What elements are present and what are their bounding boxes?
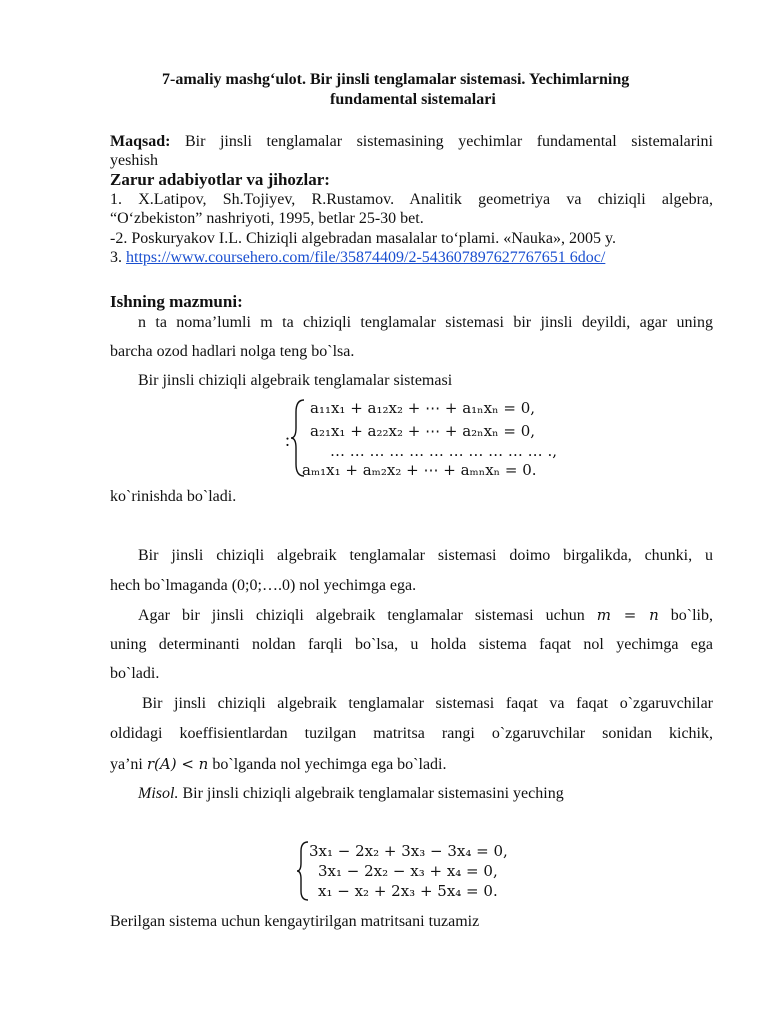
paragraph-4-line1: Agar bir jinsli chiziqli algebraik tenglamalar sistemasi uchun m = n bo`lib, bbox=[138, 606, 713, 624]
final-line: Berilgan sistema uchun kengaytirilgan matritsani tuzamiz bbox=[110, 913, 480, 930]
paragraph-5-line3: ya’ni r(A) < n bo`lganda nol yechimga ega bo`ladi. bbox=[110, 755, 447, 773]
system-side-mark: : bbox=[285, 430, 291, 450]
system2-brace bbox=[296, 840, 310, 902]
reference-1-line2: “O‘zbekiston” nashriyoti, 1995, betlar 25-30 bet. bbox=[110, 210, 424, 227]
paragraph-4-line2: uning determinanti noldan farqli bo`lsa, u holda sistema faqat nol yechimga ega bbox=[110, 636, 713, 653]
system2-row-3: x₁ − x₂ + 2x₃ + 5x₄ = 0. bbox=[318, 882, 498, 900]
paragraph-5-line1: Bir jinsli chiziqli algebraik tenglamalar sistemasi faqat va faqat o`zgaruvchilar bbox=[142, 695, 713, 712]
goal-line1: Maqsad: Bir jinsli tenglamalar sistemasining yechimlar fundamental sistemalarini bbox=[110, 133, 713, 150]
page-title-line1: 7-amaliy mashg‘ulot. Bir jinsli tenglamalar sistemasi. Yechimlarning bbox=[162, 71, 630, 88]
system1-row-4: aₘ₁x₁ + aₘ₂x₂ + ⋯ + aₘₙxₙ = 0. bbox=[302, 461, 537, 479]
goal-line2: yeshish bbox=[110, 152, 158, 169]
references-heading: Zarur adabiyotlar va jihozlar: bbox=[110, 170, 330, 189]
goal-label: Maqsad: bbox=[110, 133, 171, 150]
math-m-equals-n: m = n bbox=[596, 606, 659, 624]
reference-2: -2. Poskuryakov I.L. Chiziqli algebradan masalalar to‘plami. «Nauka», 2005 y. bbox=[110, 230, 616, 247]
example-label: Misol. bbox=[138, 785, 179, 802]
system2-row-1: 3x₁ − 2x₂ + 3x₃ − 3x₄ = 0, bbox=[309, 842, 508, 860]
system1-row-2: a₂₁x₁ + a₂₂x₂ + ⋯ + a₂ₙxₙ = 0, bbox=[310, 422, 536, 440]
reference-1-line1: 1. X.Latipov, Sh.Tojiyev, R.Rustamov. Analitik geometriya va chiziqli algebra, bbox=[110, 191, 713, 208]
paragraph-2-after: ko`rinishda bo`ladi. bbox=[110, 488, 237, 505]
math-rank-less-than-n: r(A) < n bbox=[146, 755, 209, 773]
example-line: Misol. Bir jinsli chiziqli algebraik tenglamalar sistemasini yeching bbox=[138, 785, 564, 802]
paragraph-4-line3: bo`ladi. bbox=[110, 665, 160, 682]
paragraph-5-line2: oldidagi koeffisientlardan tuzilgan matritsa rangi o`zgaruvchilar sonidan kichik, bbox=[110, 725, 713, 742]
coursehero-link[interactable]: https://www.coursehero.com/file/35874409/2-543607897627767651 6doc/ bbox=[126, 249, 606, 266]
reference-3: 3. https://www.coursehero.com/file/35874409/2-543607897627767651 6doc/ bbox=[110, 249, 606, 266]
paragraph-3-line2: hech bo`lmaganda (0;0;….0) nol yechimga ega. bbox=[110, 577, 417, 594]
system2-row-2: 3x₁ − 2x₂ − x₃ + x₄ = 0, bbox=[318, 862, 498, 880]
paragraph-2: Bir jinsli chiziqli algebraik tenglamalar sistemasi bbox=[138, 372, 453, 389]
page-title-line2: fundamental sistemalari bbox=[330, 91, 496, 108]
paragraph-1-line1: n ta noma’lumli m ta chiziqli tenglamalar sistemasi bir jinsli deyildi, agar uning bbox=[138, 314, 713, 331]
system1-row-3: … … … … … … … … … … … ., bbox=[330, 442, 557, 460]
paragraph-3-line1: Bir jinsli chiziqli algebraik tenglamalar sistemasi doimo birgalikda, chunki, u bbox=[138, 547, 713, 564]
system1-row-1: a₁₁x₁ + a₁₂x₂ + ⋯ + a₁ₙxₙ = 0, bbox=[310, 399, 536, 417]
paragraph-1-line2: barcha ozod hadlari nolga teng bo`lsa. bbox=[110, 343, 355, 360]
content-heading: Ishning mazmuni: bbox=[110, 292, 243, 311]
